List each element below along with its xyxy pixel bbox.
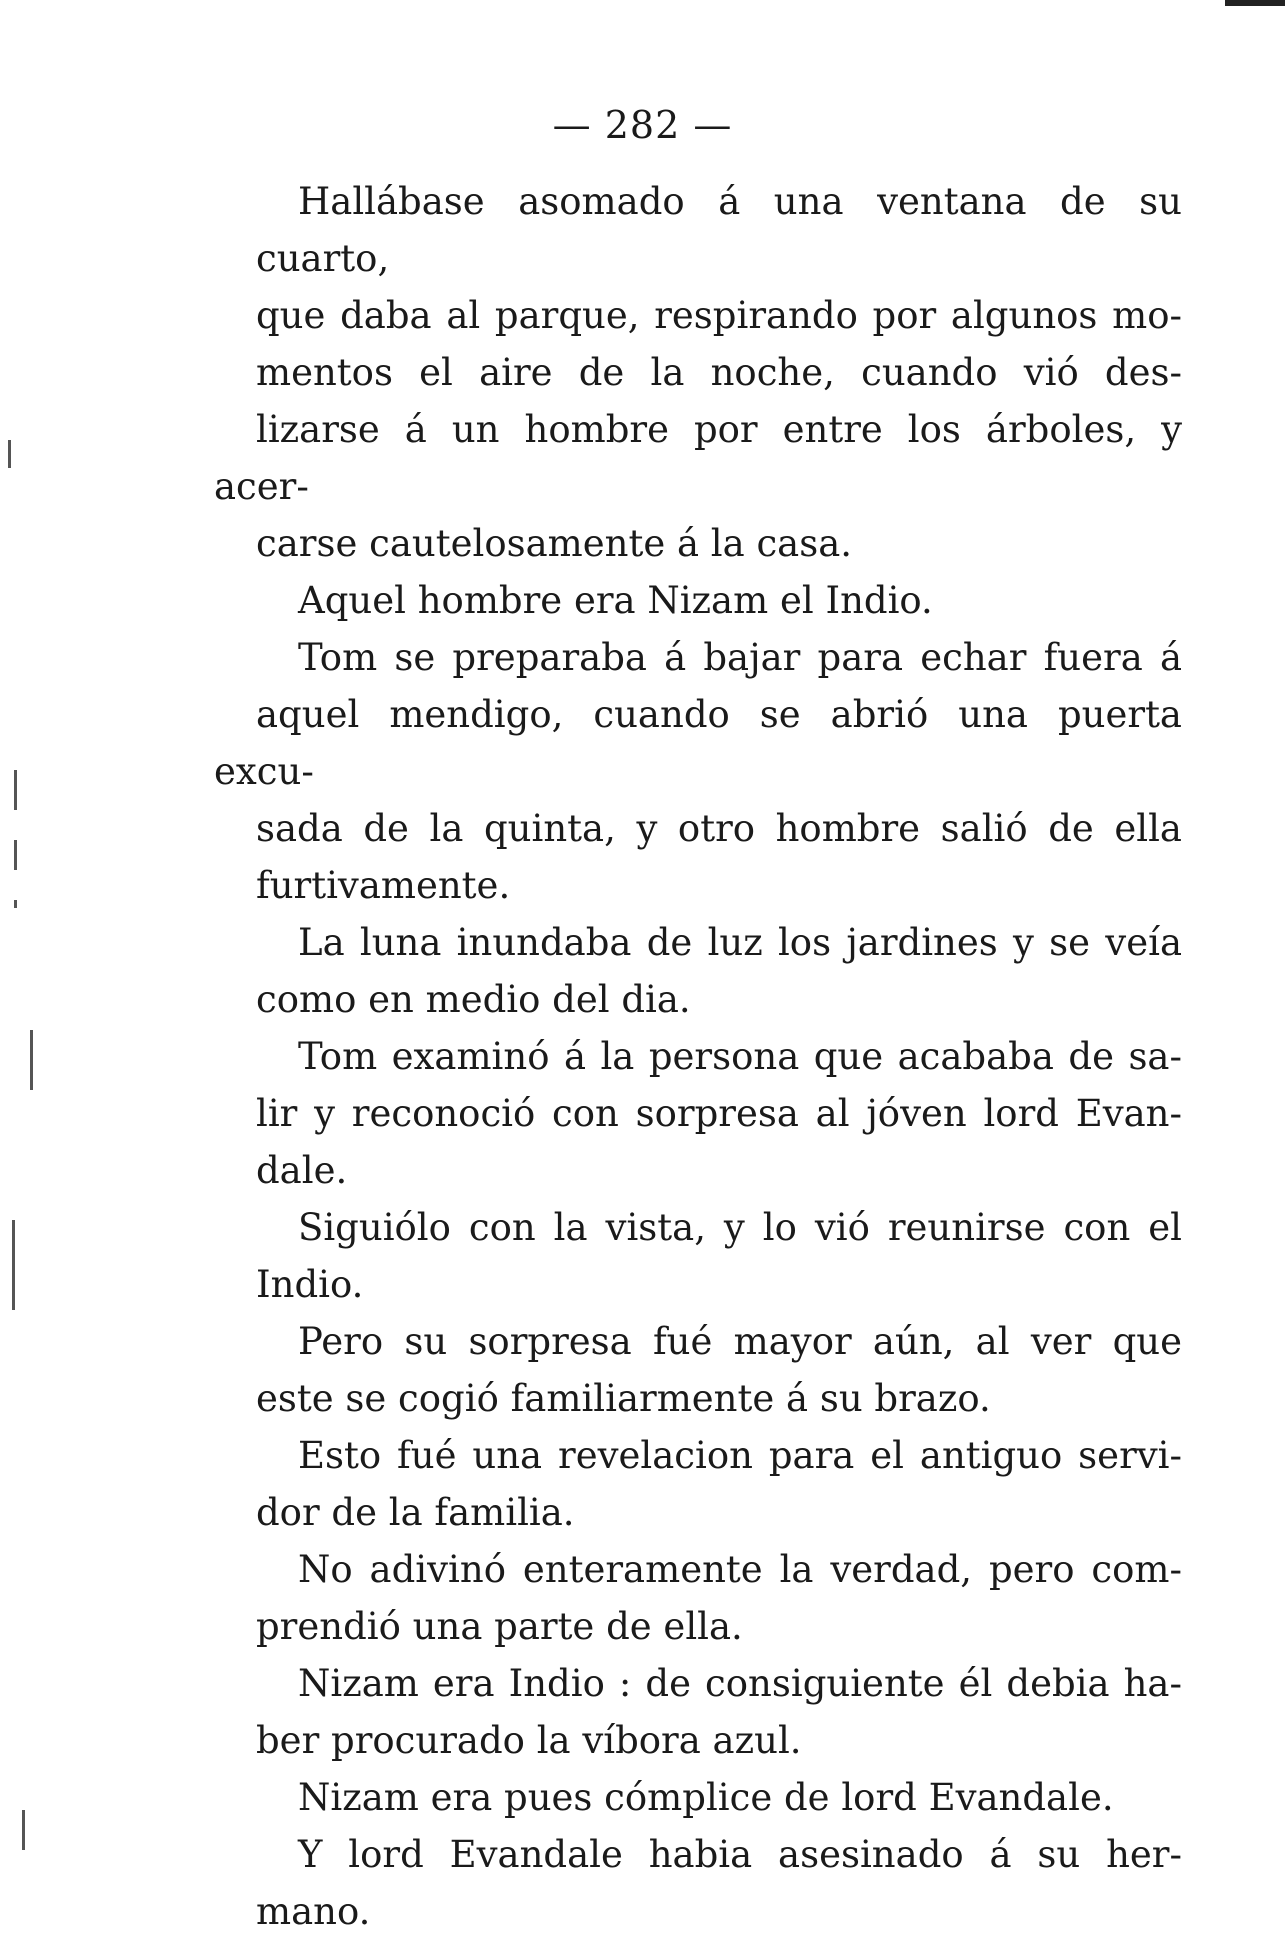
text-line: Indio. [256,1263,364,1306]
paragraph [256,1655,1182,1769]
text-line: lir y reconoció con sorpresa al jóven lord Evan- [256,1092,1182,1135]
paragraph [256,572,1182,629]
text-line: que daba al parque, respirando por algunos mo- [256,294,1182,337]
text-line: ber procurado la víbora azul. [256,1719,802,1762]
text-line: como en medio del dia. [256,978,691,1021]
page-number: — 282 — [552,103,733,147]
paragraph [214,629,1182,914]
text-line: No adivinó enteramente la verdad, pero com- [298,1548,1182,1591]
paragraph [256,1028,1182,1199]
text-line: Siguiólo con la vista, y lo vió reunirse con el [298,1206,1182,1249]
speck [30,1030,33,1090]
text-line: Y lord Evandale habia asesinado á su her- [298,1833,1182,1876]
text-line: Tom se preparaba á bajar para echar fuera á [298,636,1182,679]
text-line: este se cogió familiarmente á su brazo. [256,1377,991,1420]
text-line: dale. [256,1149,348,1192]
margin-specks [0,440,40,1840]
text-line: furtivamente. [256,864,511,907]
paragraph [256,1769,1182,1826]
paragraph [256,1826,1182,1940]
text-line: sada de la quinta, y otro hombre salió de ella [256,807,1182,850]
paragraph [256,1313,1182,1427]
text-line: Pero su sorpresa fué mayor aún, al ver que [298,1320,1182,1363]
paragraph [256,1427,1182,1541]
speck [22,1810,25,1850]
paragraph [214,173,1182,572]
speck [14,770,17,810]
text-line: Hallábase asomado á una ventana de su cuarto, [256,180,1182,280]
text-line: Esto fué una revelacion para el antiguo servi- [298,1434,1182,1477]
paragraph [256,1541,1182,1655]
text-line: La luna inundaba de luz los jardines y se veía [298,921,1182,964]
speck [14,840,17,870]
scan-edge-mark [1225,0,1285,6]
text-line: Nizam era Indio : de consiguiente él debia ha- [298,1662,1182,1705]
text-line: mano. [256,1890,371,1933]
text-line: Nizam era pues cómplice de lord Evandale. [298,1776,1114,1819]
text-line: prendió una parte de ella. [256,1605,743,1648]
speck [12,1220,15,1310]
text-line: lizarse á un hombre por entre los árboles, y acer- [214,408,1182,508]
text-line: Tom examinó á la persona que acababa de sa- [298,1035,1182,1078]
paragraph [256,1199,1182,1313]
speck [8,440,11,468]
paragraph [256,914,1182,1028]
text-line: carse cautelosamente á la casa. [256,522,853,565]
text-line: aquel mendigo, cuando se abrió una puerta excu- [214,693,1182,793]
text-line: mentos el aire de la noche, cuando vió des- [256,351,1182,394]
text-line: dor de la familia. [256,1491,575,1534]
body-text [214,173,1182,1940]
text-line: Aquel hombre era Nizam el Indio. [298,579,933,622]
speck [14,900,17,908]
